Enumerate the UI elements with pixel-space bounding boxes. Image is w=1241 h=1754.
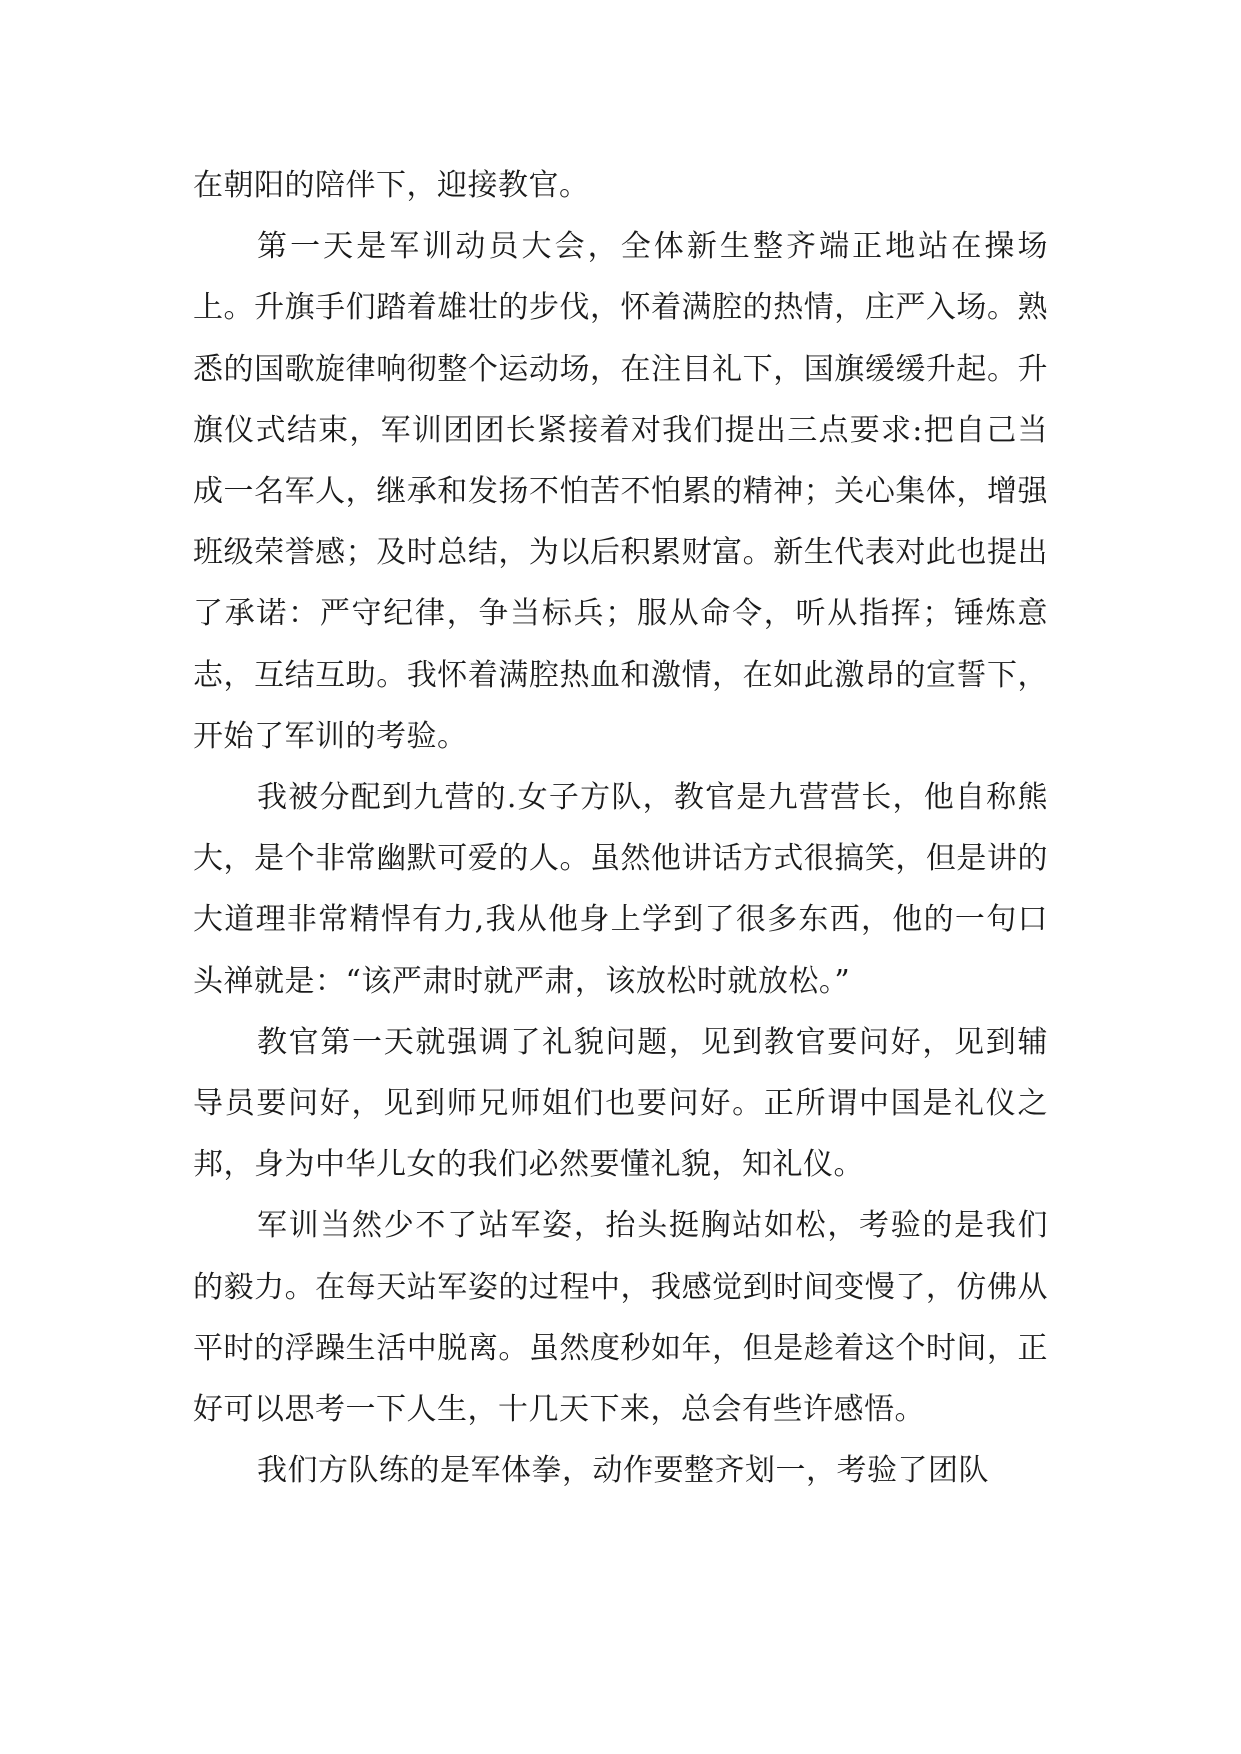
paragraph-4: 教官第一天就强调了礼貌问题，见到教官要问好，见到辅导员要问好，见到师兄师姐们也要问好。正所谓中国是礼仪之邦，身为中华儿女的我们必然要懂礼貌，知礼仪。 (193, 1024, 1048, 1183)
paragraph-6: 我们方队练的是军体拳，动作要整齐划一，考验了团队 (257, 1453, 989, 1489)
document-body (193, 155, 1048, 1501)
paragraph-5: 军训当然少不了站军姿，抬头挺胸站如松，考验的是我们的毅力。在每天站军姿的过程中，我感觉到时间变慢了，仿佛从平时的浮躁生活中脱离。虽然度秒如年，但是趁着这个时间，正好可以思考一下人生，十几天下来，总会有些许感悟。 (193, 1208, 1048, 1428)
paragraph-3: 我被分配到九营的.女子方队，教官是九营营长，他自称熊大，是个非常幽默可爱的人。虽然他讲话方式很搞笑，但是讲的大道理非常精悍有力,我从他身上学到了很多东西，他的一句口头禅就是：“该严肃时就严肃，该放松时就放松。” (193, 780, 1048, 999)
paragraph-2: 第一天是军训动员大会，全体新生整齐端正地站在操场上。升旗手们踏着雄壮的步伐，怀着满腔的热情，庄严入场。熟悉的国歌旋律响彻整个运动场，在注目礼下，国旗缓缓升起。升旗仪式结束，军训团团长紧接着对我们提出三点要求:把自己当成一名军人，继承和发扬不怕苦不怕累的精神；关心集体，增强班级荣誉感；及时总结，为以后积累财富。新生代表对此也提出了承诺：严守纪律，争当标兵；服从命令，听从指挥；锤炼意志，互结互助。我怀着满腔热血和激情，在如此激昂的宣誓下，开始了军训的考验。 (193, 229, 1048, 754)
paragraph-1: 在朝阳的陪伴下，迎接教官。 (193, 168, 590, 203)
